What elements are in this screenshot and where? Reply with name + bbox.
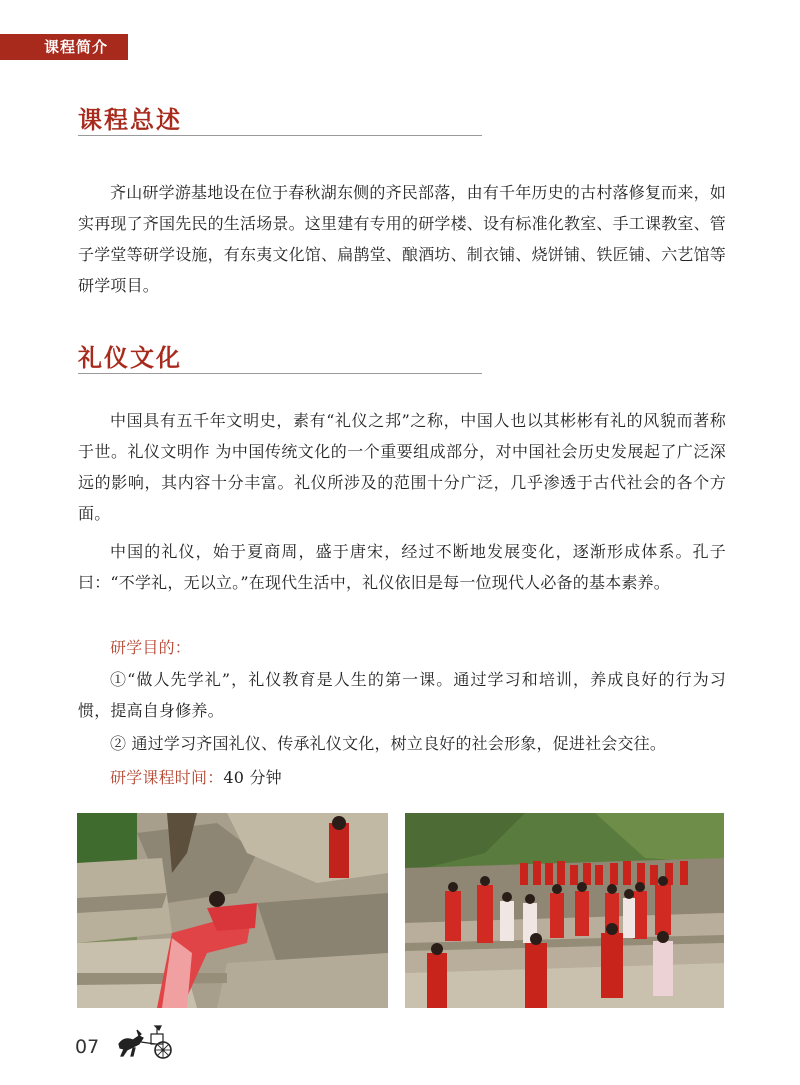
photo-students-in-costume-group — [405, 813, 724, 1008]
etiquette-paragraph-1: 中国具有五千年文明史，素有“礼仪之邦”之称，中国人也以其彬彬有礼的风貌而著称于世。礼仪文明作 为中国传统文化的一个重要组成部分，对中国社会历史发展起了广泛深远的影响，其内容十分丰富。礼仪所涉及的范围十分广泛，几乎渗透于古代社会的各个方面。 — [78, 411, 726, 523]
goal-item-2: ② 通过学习齐国礼仪、传承礼仪文化，树立良好的社会形象，促进社会交往。 — [110, 734, 667, 753]
course-time-label: 研学课程时间： — [110, 768, 224, 787]
section-title-overview: 课程总述 — [78, 105, 182, 134]
section-divider — [78, 373, 482, 374]
photo-girl-bowing-on-rocks — [77, 813, 388, 1008]
course-time-value: 40 分钟 — [223, 768, 282, 787]
overview-paragraph: 齐山研学游基地设在位于春秋湖东侧的齐民部落，由有千年历史的古村落修复而来，如实再现了齐国先民的生活场景。这里建有专用的研学楼、设有标准化教室、手工课教室、管子学堂等研学设施，有东夷文化馆、扁鹊堂、酿酒坊、制衣铺、烧饼铺、铁匠铺、六艺馆等研学项目。 — [78, 183, 727, 295]
goal-label: 研学目的： — [110, 638, 192, 657]
section-divider — [78, 135, 482, 136]
etiquette-paragraph-2: 中国的礼仪，始于夏商周，盛于唐宋，经过不断地发展变化，逐渐形成体系。孔子曰：“不学礼，无以立。”在现代生活中，礼仪依旧是每一位现代人必备的基本素养。 — [78, 542, 726, 592]
horse-chariot-icon — [115, 1022, 179, 1062]
section-tab: 课程简介 — [0, 34, 128, 60]
course-time — [78, 762, 726, 793]
section-title-etiquette: 礼仪文化 — [78, 343, 182, 372]
goal-item-1: ①“做人先学礼”，礼仪教育是人生的第一课。通过学习和培训，养成良好的行为习惯，提高自身修养。 — [78, 670, 726, 720]
page-number: 07 — [75, 1036, 100, 1058]
